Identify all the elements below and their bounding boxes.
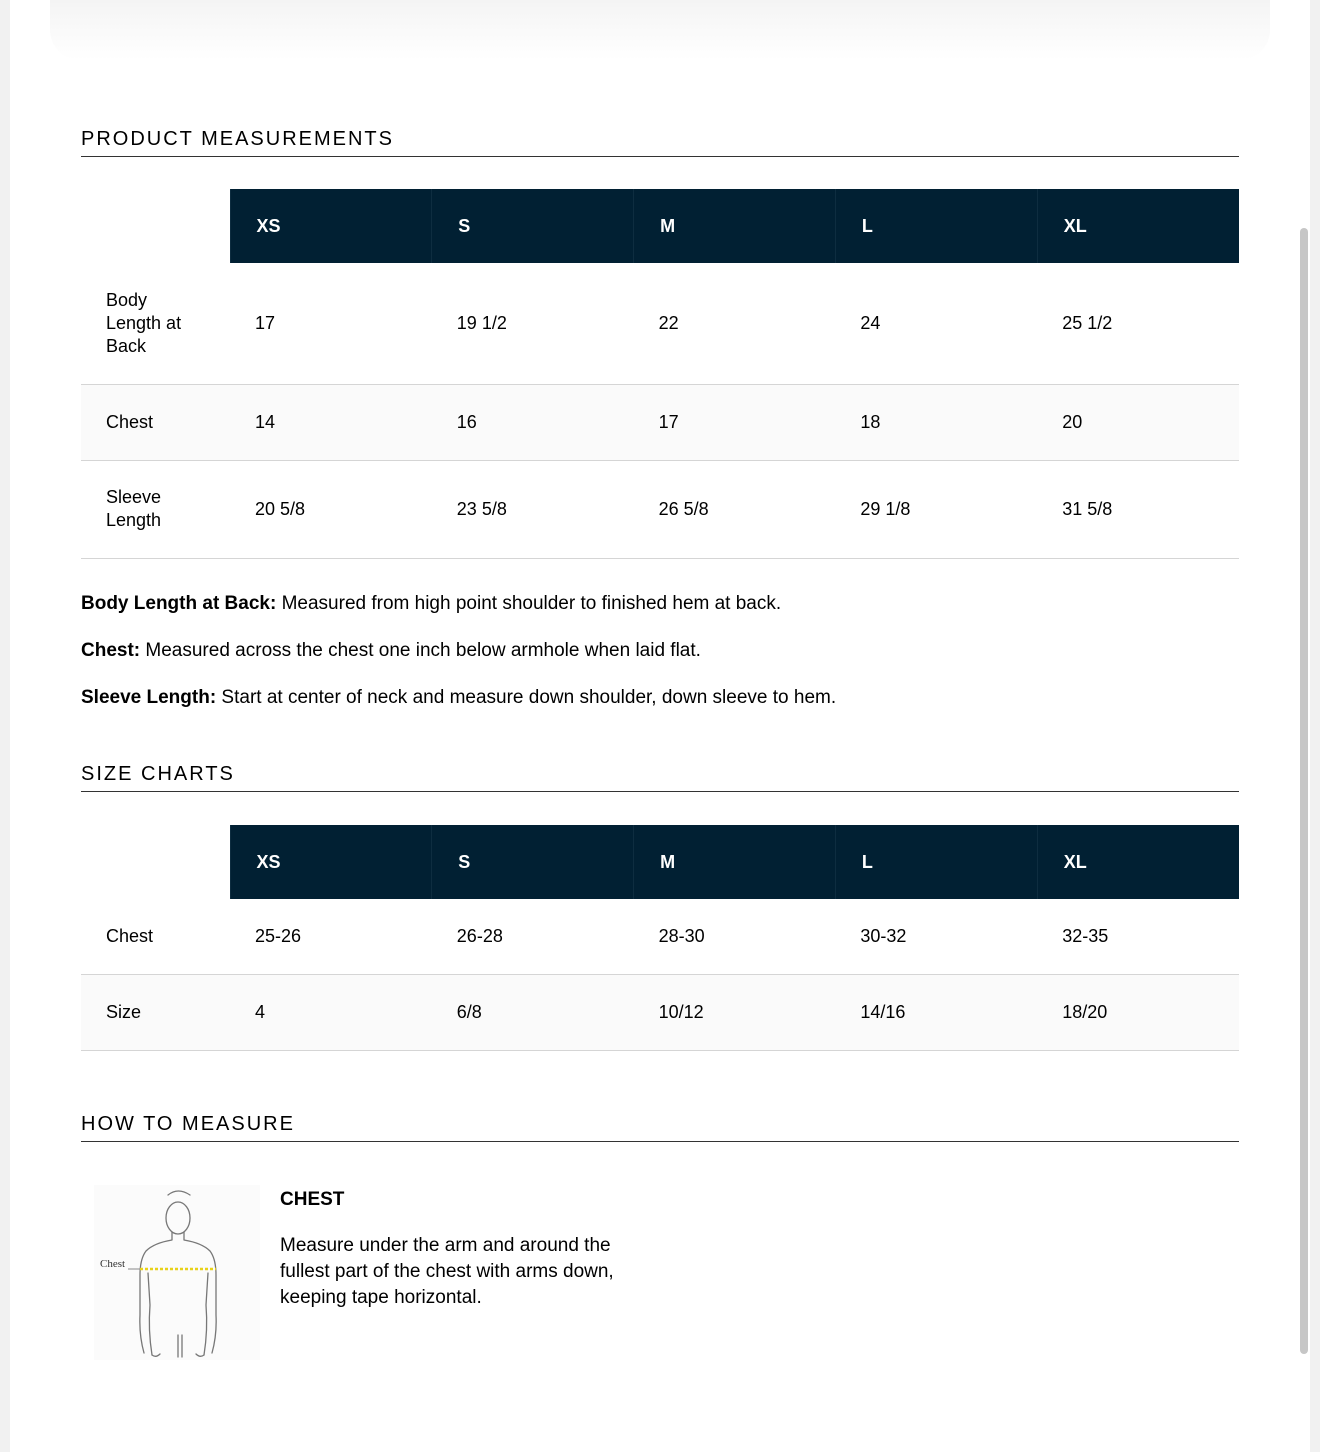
table-cell: 26-28 xyxy=(432,899,634,974)
note-body-length xyxy=(81,580,836,627)
page xyxy=(10,0,1310,1452)
note-term: Sleeve Length: xyxy=(81,687,217,708)
window-edge xyxy=(1310,0,1320,1452)
chest-measure-figure xyxy=(94,1185,260,1360)
size-header-xl: XL xyxy=(1037,189,1239,263)
top-shadow xyxy=(50,0,1270,60)
scrollbar[interactable] xyxy=(1300,228,1308,1354)
table-cell: 14 xyxy=(230,384,432,460)
note-sleeve-length xyxy=(81,674,836,721)
size-header-s: S xyxy=(432,189,634,263)
table-cell: 19 1/2 xyxy=(432,263,634,384)
size-header-row xyxy=(81,189,1239,263)
table-cell: 16 xyxy=(432,384,634,460)
table-cell: 4 xyxy=(230,974,432,1050)
table-cell: 14/16 xyxy=(835,974,1037,1050)
table-cell: 26 5/8 xyxy=(634,460,836,558)
table-cell: 24 xyxy=(835,263,1037,384)
table-cell: 32-35 xyxy=(1037,899,1239,974)
size-charts-title: SIZE CHARTS xyxy=(81,761,1239,792)
table-row xyxy=(81,384,1239,460)
size-header-xs: XS xyxy=(230,189,432,263)
note-term: Chest: xyxy=(81,640,141,661)
table-row xyxy=(81,263,1239,384)
note-text: Measured across the chest one inch below armhole when laid flat. xyxy=(140,640,701,661)
header-blank-cell xyxy=(81,189,230,263)
how-to-measure-title: HOW TO MEASURE xyxy=(81,1111,1239,1142)
table-cell: 25 1/2 xyxy=(1037,263,1239,384)
row-label: Chest xyxy=(81,384,230,460)
figure-chest-label: Chest xyxy=(100,1258,126,1270)
note-text: Measured from high point shoulder to finished hem at back. xyxy=(276,593,782,614)
row-label: Size xyxy=(81,974,230,1050)
table-cell: 28-30 xyxy=(634,899,836,974)
row-label: Body Length at Back xyxy=(81,263,230,384)
table-cell: 25-26 xyxy=(230,899,432,974)
table-cell: 10/12 xyxy=(634,974,836,1050)
size-header-l: L xyxy=(835,189,1037,263)
table-cell: 23 5/8 xyxy=(432,460,634,558)
table-row xyxy=(81,974,1239,1050)
note-chest xyxy=(81,627,836,674)
table-cell: 20 xyxy=(1037,384,1239,460)
chest-heading: CHEST xyxy=(280,1189,345,1210)
table-cell: 17 xyxy=(634,384,836,460)
header-blank-cell xyxy=(81,825,230,899)
note-term: Body Length at Back: xyxy=(81,593,277,614)
measurement-notes xyxy=(81,580,836,721)
table-cell: 29 1/8 xyxy=(835,460,1037,558)
product-measurements-title: PRODUCT MEASUREMENTS xyxy=(81,126,1239,157)
table-cell: 30-32 xyxy=(835,899,1037,974)
size-charts-table xyxy=(81,825,1239,1051)
product-measurements-table xyxy=(81,189,1239,559)
table-cell: 18 xyxy=(835,384,1037,460)
table-cell: 18/20 xyxy=(1037,974,1239,1050)
size-header-m: M xyxy=(634,825,836,899)
note-text: Start at center of neck and measure down shoulder, down sleeve to hem. xyxy=(216,687,837,708)
row-label: Chest xyxy=(81,899,230,974)
table-cell: 6/8 xyxy=(432,974,634,1050)
table-row xyxy=(81,899,1239,974)
row-label: Sleeve Length xyxy=(81,460,230,558)
size-header-l: L xyxy=(835,825,1037,899)
table-cell: 31 5/8 xyxy=(1037,460,1239,558)
size-header-xs: XS xyxy=(230,825,432,899)
table-row xyxy=(81,460,1239,558)
size-header-xl: XL xyxy=(1037,825,1239,899)
size-header-m: M xyxy=(634,189,836,263)
table-cell: 22 xyxy=(634,263,836,384)
body-outline-icon xyxy=(94,1185,260,1360)
chest-instructions: Measure under the arm and around the fullest part of the chest with arms down, keeping tape horizontal. xyxy=(280,1235,614,1308)
size-header-s: S xyxy=(432,825,634,899)
table-cell: 20 5/8 xyxy=(230,460,432,558)
size-header-row xyxy=(81,825,1239,899)
table-cell: 17 xyxy=(230,263,432,384)
